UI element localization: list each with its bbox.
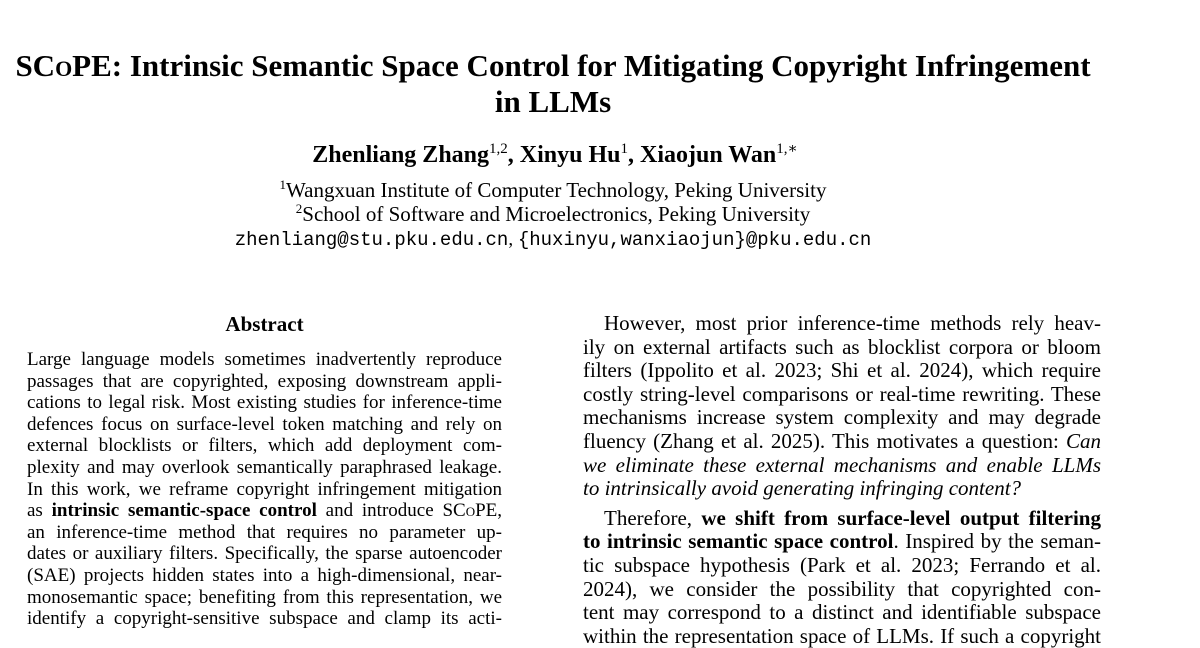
author-name: Xinyu Hu	[519, 142, 621, 168]
affiliation: $^1$Wangxuan Institute of Computer Technology, Peking University	[279, 177, 827, 202]
abstract-line-emphasis: as intrinsic semantic-space control and introduce SCoPE,	[27, 500, 503, 522]
email-link[interactable]: zhenliang@stu.pku.edu.cn	[234, 229, 509, 251]
author-name: Xiaojun Wan	[639, 142, 777, 168]
author-name: Zhenliang Zhang	[312, 142, 490, 168]
email-link[interactable]: {huxinyu,wanxiaojun}@pku.edu.cn	[517, 229, 872, 251]
title-line-2: in LLMs	[494, 84, 612, 119]
author-affil-mark: 1	[620, 141, 628, 157]
author-list: Zhenliang Zhang$^{1,2}$, Xinyu Hu$^1$, Xiaojun Wan$^{1,∗}$	[312, 141, 798, 168]
paper-title	[0, 48, 1106, 120]
author-emails: zhenliang@stu.pku.edu.cn, {huxinyu,wanxiaojun}@pku.edu.cn	[234, 229, 872, 251]
title-line-1: SCoPE: Intrinsic Semantic Space Control for Mitigating Copyright Infringement	[15, 48, 1091, 83]
author-affil-mark: 1,∗	[776, 141, 798, 157]
body-line-italic: to intrinsically avoid generating infringing content?	[583, 476, 1022, 501]
affiliation: $^2$School of Software and Microelectronics, Peking University	[295, 201, 811, 226]
body-line-bold: Therefore, we shift from surface-level output filtering	[604, 505, 1101, 530]
abstract-text: Large language models sometimes inadvertently reproduce passages that are copyrighted, exposing downstream appli- cations to legal risk. Most existing studies for inference-time defences focus on surface-level token matching and rely on external blocklists or filters, which add deployment com- plexity and may overlook semantically paraphrased leakage. In this work, we reframe copyright infringement mitigation as intrinsic semantic-space control and introduce SCoPE, an inference-time method that requires no parameter up- dates or auxiliary filters. Specifically, the sparse autoencoder (SAE) projects hidden states into a high-dimensional, near- monosemantic space; benefiting from this representation, we identify a copyright-sensitive subspace and clamp its acti-	[27, 349, 503, 630]
body-line-question-start: fluency (Zhang et al. 2025). This motivates a question: Can	[583, 428, 1101, 453]
body-line-italic: we eliminate these external mechanisms and enable LLMs	[583, 452, 1101, 477]
author-affil-mark: 1,2	[489, 141, 508, 157]
body-line-bold: to intrinsic semantic space control. Inspired by the seman-	[583, 529, 1101, 554]
body-text: However, most prior inference-time methods rely heav- ily on external artifacts such as blocklist corpora or bloom filters (Ippolito et al. 2023; Shi et al. 2024), which require costly string-level comparisons or real-time rewriting. These mechanisms increase system complexity and may degrade fluency (Zhang et al. 2025). This motivates a question: Can we eliminate these external mechanisms and enable LLMs to intrinsically avoid generating infringing content? Therefore, we shift from surface-level output filtering to intrinsic semantic space control. Inspired by the seman- tic subspace hypothesis (Park et al. 2023; Ferrando et al. 2024), we consider the possibility that copyrighted con- tent may correspond to a distinct and identifiable subspace within the representation space of LLMs. If such a copyright	[583, 311, 1101, 648]
abstract-heading: Abstract	[225, 312, 304, 336]
